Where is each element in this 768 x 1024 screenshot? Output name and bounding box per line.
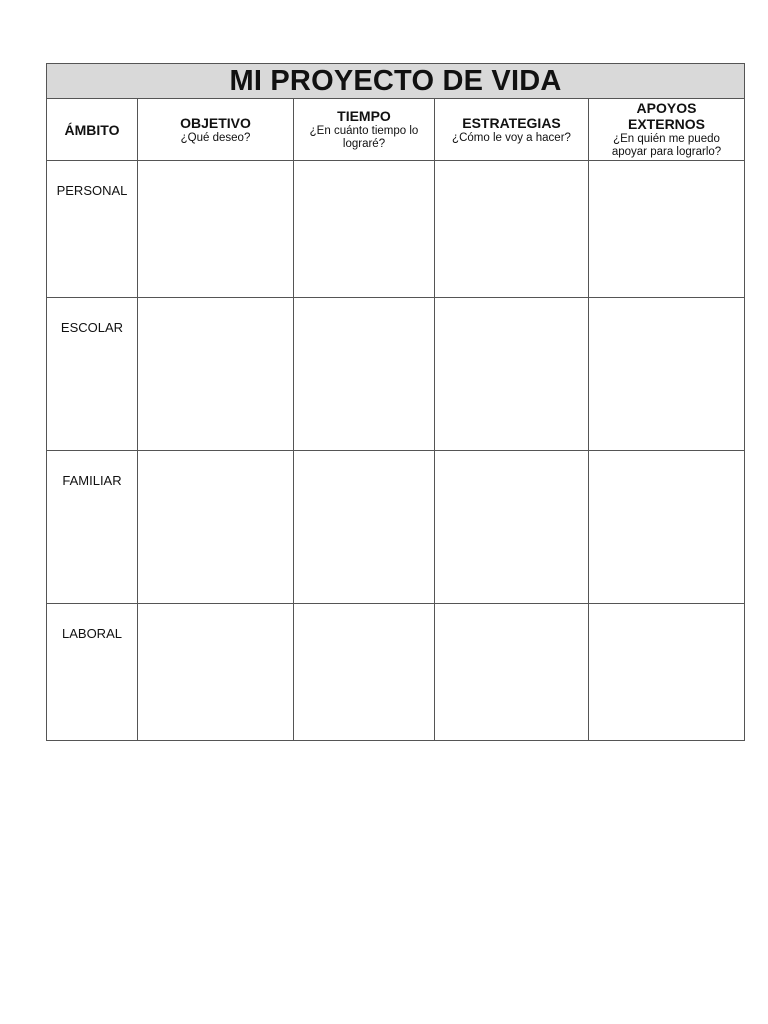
- cell-familiar-objetivo[interactable]: [138, 451, 294, 604]
- row-label-familiar: FAMILIAR: [47, 451, 138, 604]
- row-label-laboral: LABORAL: [47, 604, 138, 741]
- table-row-escolar: [47, 298, 745, 451]
- row-label-personal: PERSONAL: [47, 161, 138, 298]
- header-objetivo: [138, 99, 294, 161]
- cell-laboral-estrategias[interactable]: [435, 604, 589, 741]
- header-objetivo-label: OBJETIVO: [180, 114, 251, 131]
- cell-laboral-apoyos[interactable]: [589, 604, 745, 741]
- header-tiempo: [294, 99, 435, 161]
- header-estrategias-label: ESTRATEGIAS: [462, 114, 561, 131]
- header-ambito-label: ÁMBITO: [64, 121, 120, 138]
- cell-escolar-tiempo[interactable]: [294, 298, 435, 451]
- cell-familiar-tiempo[interactable]: [294, 451, 435, 604]
- table-row-laboral: [47, 604, 745, 741]
- header-estrategias: [435, 99, 589, 161]
- header-apoyos: [589, 99, 745, 161]
- cell-familiar-estrategias[interactable]: [435, 451, 589, 604]
- cell-personal-tiempo[interactable]: [294, 161, 435, 298]
- header-objetivo-question: ¿Qué deseo?: [180, 131, 251, 144]
- header-tiempo-question: ¿En cuánto tiempo lo lograré?: [309, 125, 419, 150]
- header-ambito: [47, 99, 138, 161]
- header-tiempo-label: TIEMPO: [337, 108, 391, 124]
- row-label-escolar: ESCOLAR: [47, 298, 138, 451]
- life-project-table: [46, 63, 745, 741]
- table-row-personal: [47, 161, 745, 298]
- cell-personal-estrategias[interactable]: [435, 161, 589, 298]
- table-row-familiar: [47, 451, 745, 604]
- header-estrategias-question: ¿Cómo le voy a hacer?: [452, 131, 571, 144]
- cell-escolar-apoyos[interactable]: [589, 298, 745, 451]
- cell-laboral-tiempo[interactable]: [294, 604, 435, 741]
- header-apoyos-label: APOYOS EXTERNOS: [628, 100, 706, 132]
- page-title: MI PROYECTO DE VIDA: [47, 64, 745, 99]
- cell-familiar-apoyos[interactable]: [589, 451, 745, 604]
- header-apoyos-question: ¿En quién me puedo apoyar para lograrlo?: [611, 133, 722, 158]
- cell-personal-objetivo[interactable]: [138, 161, 294, 298]
- cell-personal-apoyos[interactable]: [589, 161, 745, 298]
- cell-laboral-objetivo[interactable]: [138, 604, 294, 741]
- cell-escolar-objetivo[interactable]: [138, 298, 294, 451]
- cell-escolar-estrategias[interactable]: [435, 298, 589, 451]
